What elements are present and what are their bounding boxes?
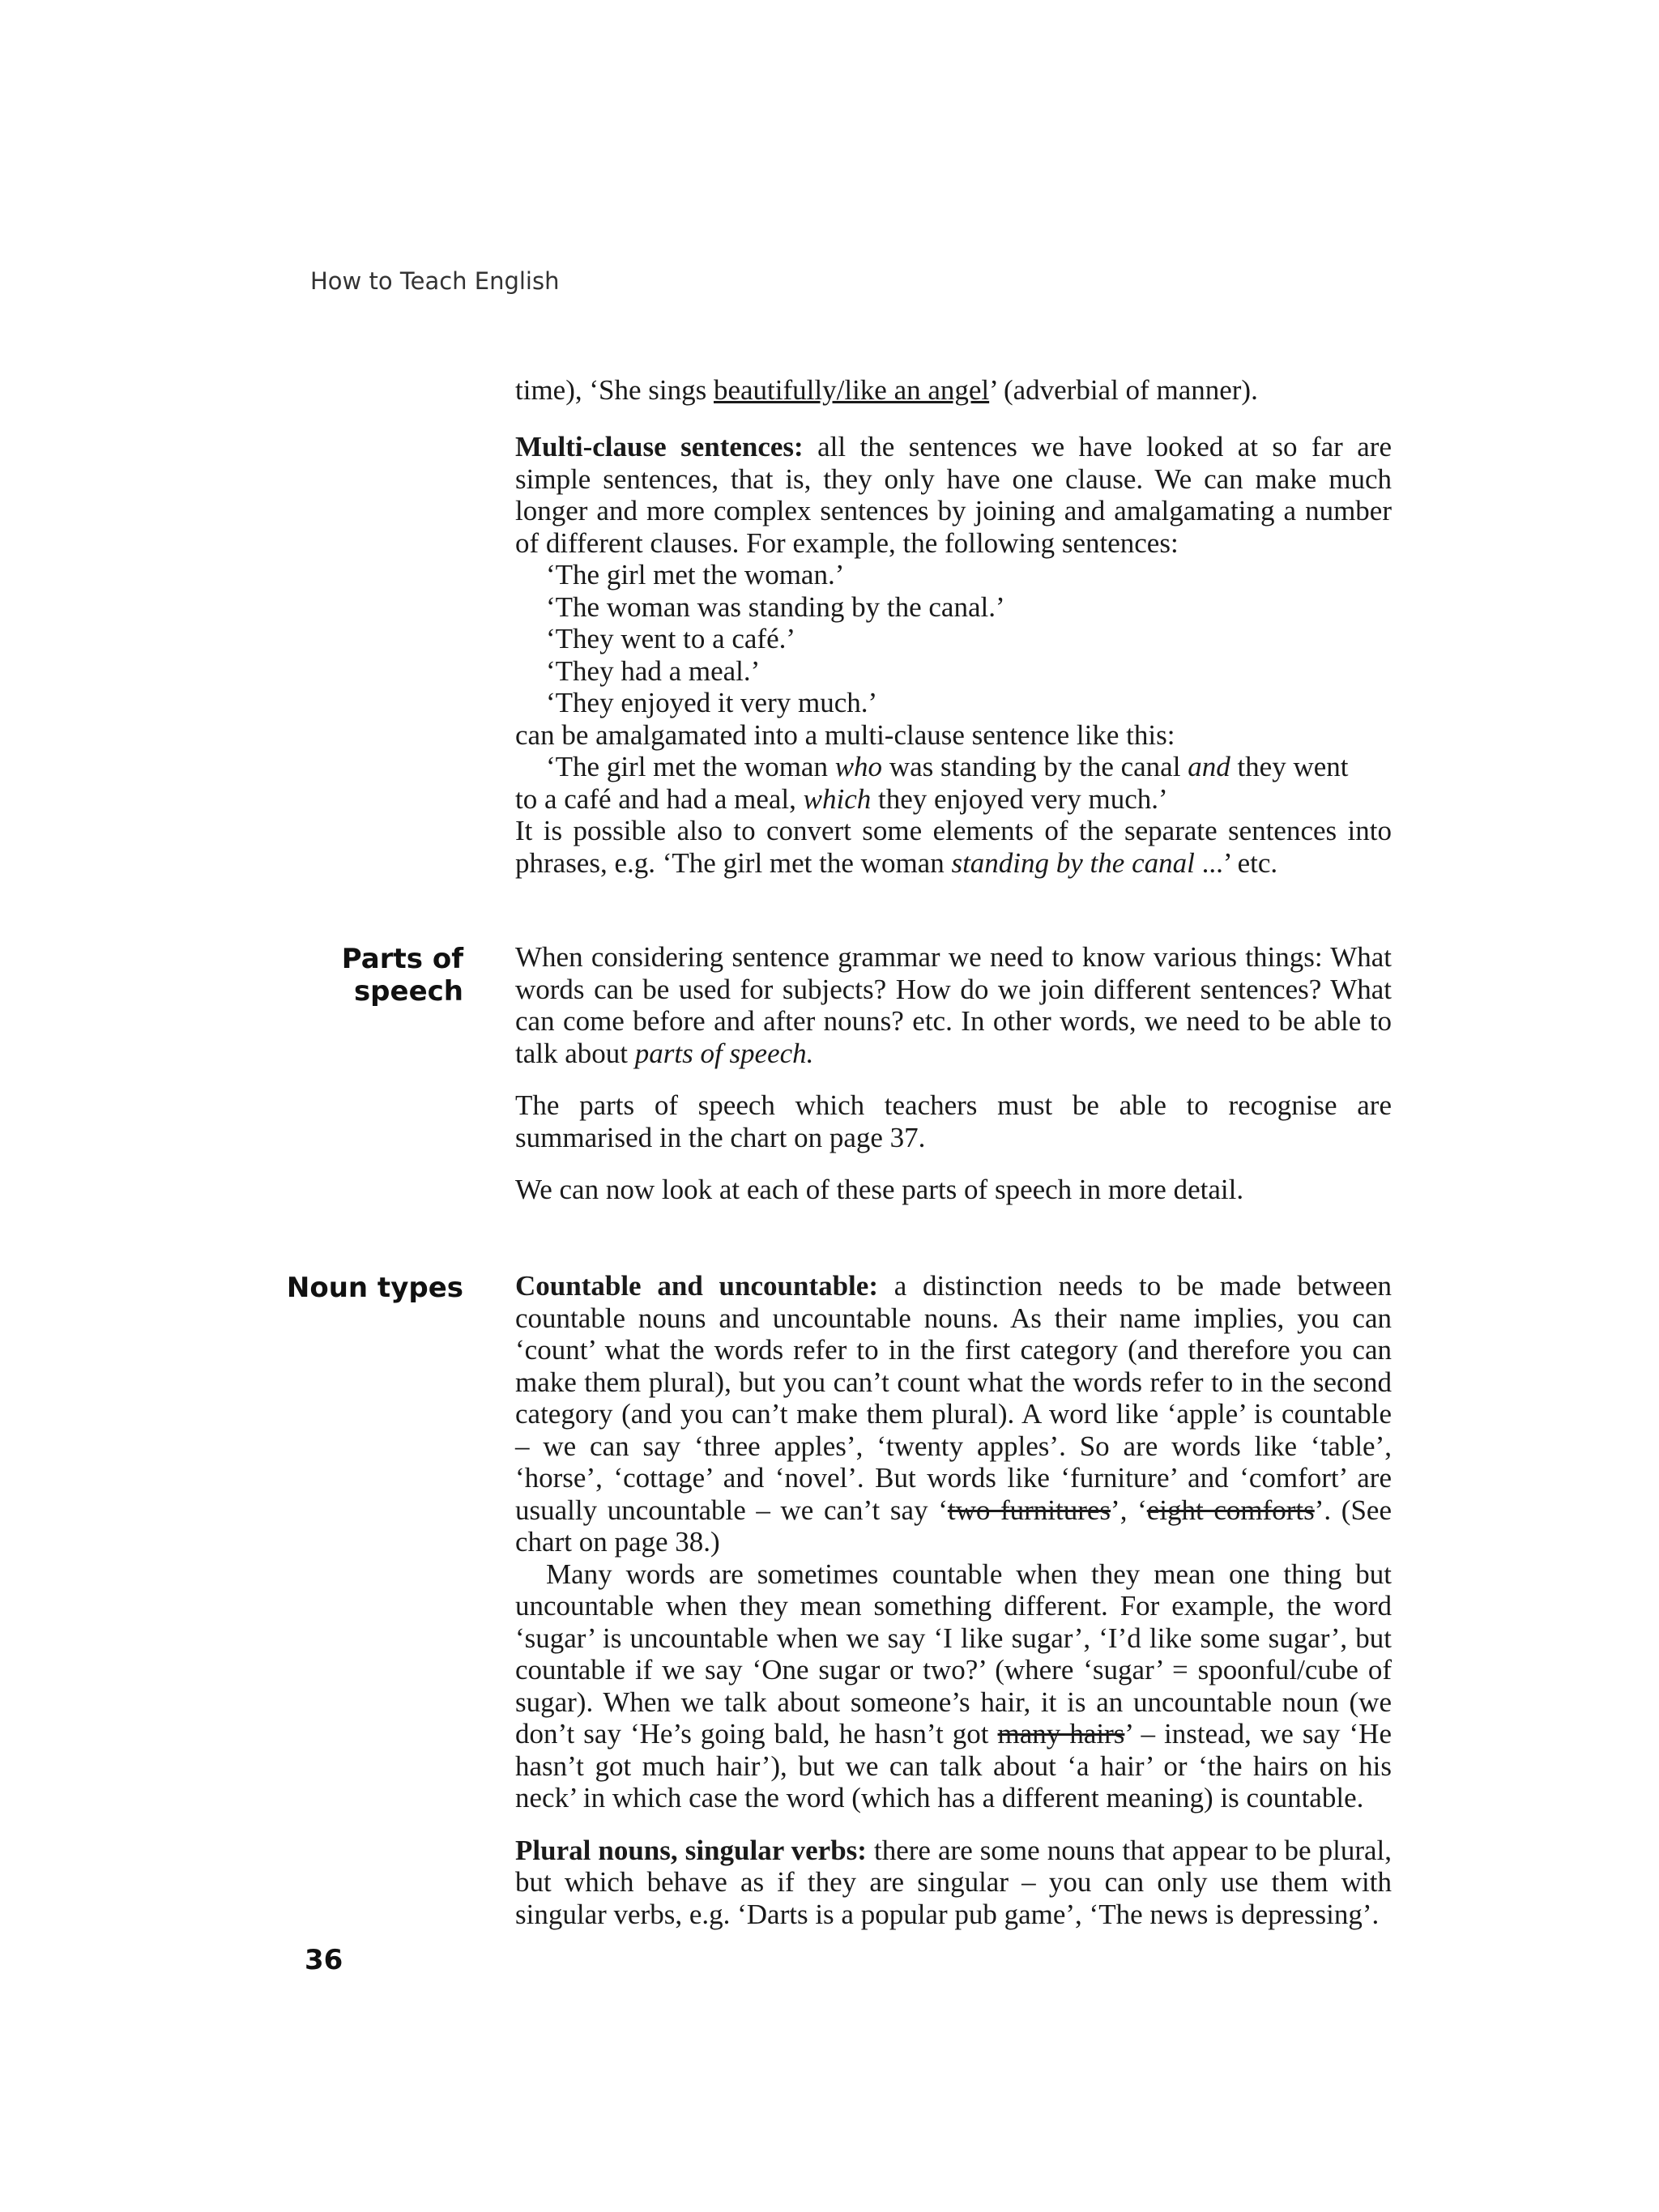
parts-of-speech-paragraph-2: The parts of speech which teachers must be able to recognise are summarised in the chart on page 37.: [515, 1089, 1392, 1153]
multi-clause-paragraph: [515, 431, 1392, 559]
intro-paragraph: [515, 374, 1392, 407]
combined-text: to a café and had a meal,: [515, 782, 804, 815]
countable-paragraph: [515, 1270, 1392, 1558]
page-number: 36: [305, 1944, 343, 1976]
running-head: How to Teach English: [310, 267, 560, 295]
intro-text-a: time), ‘She sings: [515, 374, 714, 406]
example-sentence: ‘They had a meal.’: [546, 654, 761, 687]
countable-text: a distinction needs to be made between countable nouns and uncountable nouns. As their name implies, you can ‘count’ what the words refer to in the first category (and therefore you can make them plural), but you can’t count what the words refer to in the second category (and you can’t make them plural). A word like ‘apple’ is countable – we can say ‘three apples’, ‘twenty apples’. So are words like ‘table’, ‘horse’, ‘cottage’ and ‘novel’. But words like ‘furniture’ and ‘comfort’ are usually uncountable – we can’t say ‘: [515, 1270, 1392, 1526]
heading-noun-types: Noun types: [286, 1272, 463, 1304]
parts-of-speech-paragraph-3: We can now look at each of these parts of speech in more detail.: [515, 1174, 1244, 1205]
example-sentence: ‘They went to a café.’: [546, 623, 796, 654]
connector-line: can be amalgamated into a multi-clause sentence like this:: [515, 718, 1175, 751]
multi-clause-section: [515, 431, 1392, 879]
combined-italic-who: who: [834, 751, 883, 782]
countable-text: ’, ‘: [1111, 1494, 1147, 1526]
combined-text: they went: [1230, 751, 1349, 782]
combined-sentence-line-2: [515, 783, 1392, 816]
many-words-text: Many words are sometimes countable when they mean one thing but uncountable when they mean something different. For example, the word ‘sugar’ is uncountable when we say ‘I like sugar’, ‘I’d like some sugar’, but countable if we say ‘One sugar or two?’ (where ‘sugar’ = spoonful/cube of sugar). When we talk about someone’s hair, it is an uncountable noun (we don’t say ‘He’s going bald, he hasn’t got: [515, 1558, 1392, 1750]
example-sentence: ‘The girl met the woman.’: [546, 559, 845, 590]
plural-nouns-paragraph: [515, 1835, 1392, 1931]
heading-parts-of-speech: Parts of speech: [341, 943, 463, 1008]
countable-text: ’. (See chart on page 38.): [515, 1494, 1392, 1558]
combined-italic-and: and: [1188, 751, 1230, 782]
noun-types-section: [515, 1270, 1392, 1930]
parts-of-speech-paragraph-1: [515, 941, 1392, 1069]
many-words-paragraph: [515, 1558, 1392, 1814]
many-words-text: ’ – instead, we say ‘He hasn’t got much hair’), but we can talk about ‘a hair’ or ‘the hairs on his neck’ in which case the word (which has a different meaning) is countable.: [515, 1718, 1392, 1813]
intro-block: [515, 374, 1392, 407]
phrases-italic: standing by the canal: [951, 846, 1195, 879]
plural-nouns-lead: Plural nouns, singular verbs:: [515, 1834, 867, 1866]
parts-text: When considering sentence grammar we need to know various things: What words can be used for subjects? How do we join different sentences? What can come before and after nouns? etc. In other words, we need to be able to talk about: [515, 941, 1392, 1069]
combined-text: they enjoyed very much.’: [871, 782, 1168, 815]
example-sentence: ‘The woman was standing by the canal.’: [546, 590, 1005, 623]
multi-clause-lead: Multi-clause sentences:: [515, 431, 804, 462]
phrases-text: ...’ etc.: [1194, 846, 1278, 879]
intro-underlined: beautifully/like an angel: [713, 374, 990, 406]
phrases-text: It is possible also to convert some elements of the separate sentences into phrases, e.g. ‘The girl met the woman: [515, 815, 1392, 879]
countable-lead: Countable and uncountable:: [515, 1270, 878, 1302]
combined-text: was standing by the canal: [882, 751, 1188, 782]
intro-text-b: ’ (adverbial of manner).: [989, 374, 1258, 406]
combined-sentence-line-1: [515, 751, 1392, 783]
example-sentence: ‘They enjoyed it very much.’: [546, 687, 878, 718]
multi-clause-text: all the sentences we have looked at so far are simple sentences, that is, they only have one clause. We can make much longer and more complex sentences by joining and amalgamating a number of different clauses. For example, the following sentences:: [515, 431, 1392, 559]
plural-nouns-text: there are some nouns that appear to be plural, but which behave as if they are singular – you can only use them with singular verbs, e.g. ‘Darts is a popular pub game’, ‘The news is depressing’.: [515, 1834, 1392, 1930]
struck-example: eight comforts: [1146, 1494, 1315, 1526]
struck-example: many hairs: [997, 1718, 1125, 1750]
phrases-paragraph: [515, 815, 1392, 879]
parts-italic: parts of speech.: [634, 1037, 814, 1069]
combined-italic-which: which: [803, 782, 872, 815]
combined-text: ‘The girl met the woman: [546, 751, 835, 782]
parts-of-speech-section: [515, 941, 1392, 1206]
struck-example: two furnitures: [947, 1494, 1111, 1526]
